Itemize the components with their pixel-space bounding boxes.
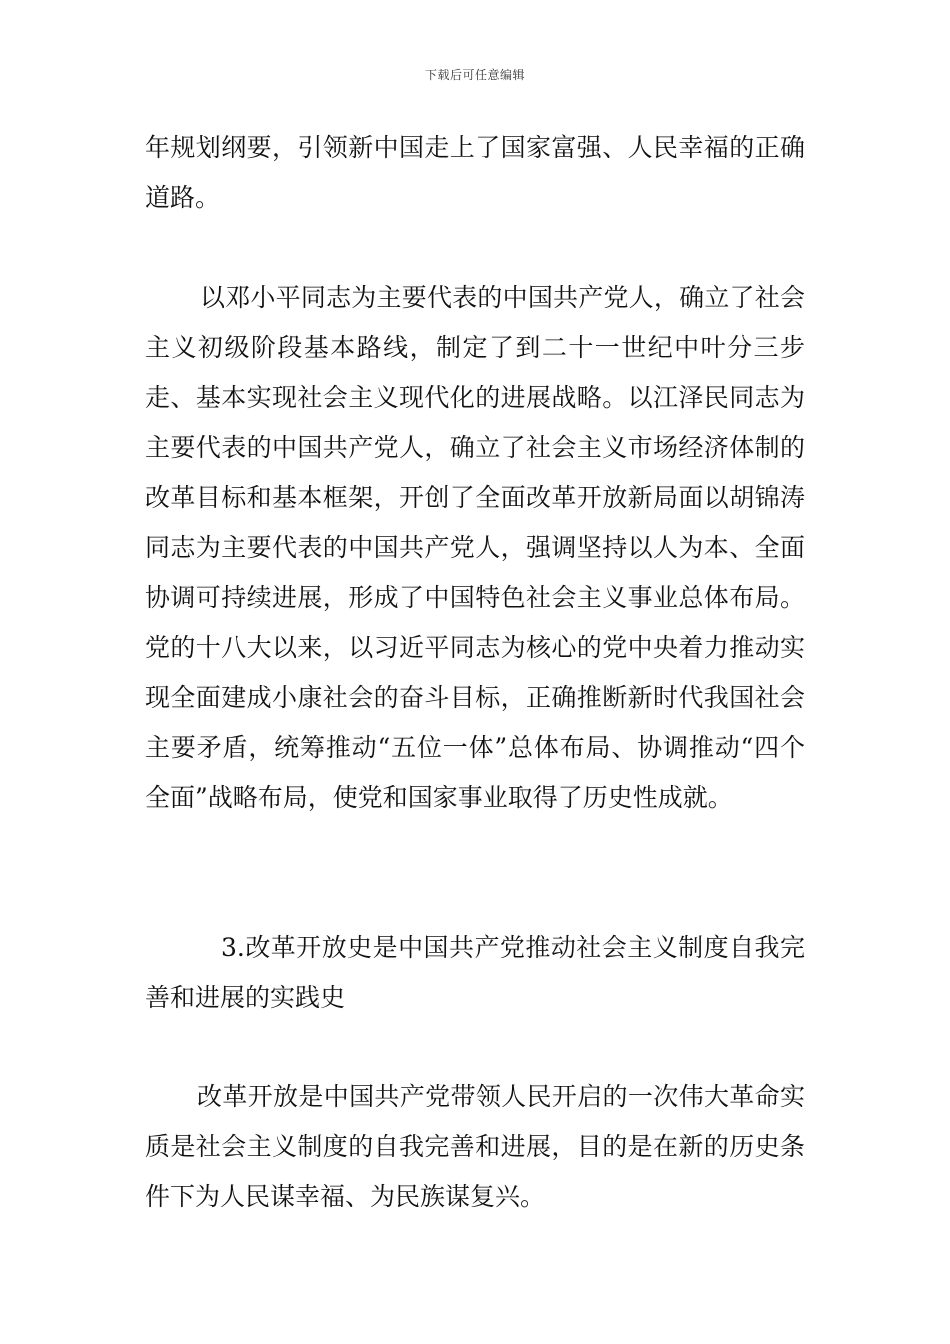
section-heading-3: 3.改革开放史是中国共产党推动社会主义制度自我完善和进展的实践史 [145, 933, 805, 1012]
paragraph-continuation: 年规划纲要，引领新中国走上了国家富强、人民幸福的正确道路。 [145, 133, 805, 212]
paragraph-reform-leaders: 以邓小平同志为主要代表的中国共产党人，确立了社会主义初级阶段基本路线，制定了到二十一世纪中叶分三步走、基本实现社会主义现代化的进展战略。以江泽民同志为主要代表的中国共产党人，确立了社会主义市场经济体制的改革目标和基本框架，开创了全面改革开放新局面以胡锦涛同志为主要代表的中国共产党人，强调坚持以人为本、全面协调可持续进展，形成了中国特色社会主义事业总体布局。党的十八大以来，以习近平同志为核心的党中央着力推动实现全面建成小康社会的奋斗目标，正确推断新时代我国社会主要矛盾，统筹推动“五位一体”总体布局、协调推动“四个全面”战略布局，使党和国家事业取得了历史性成就。 [145, 283, 805, 812]
paragraph-reform-opening: 改革开放是中国共产党带领人民开启的一次伟大革命实质是社会主义制度的自我完善和进展，目的是在新的历史条件下为人民谋幸福、为民族谋复兴。 [145, 1082, 805, 1211]
page-header: 下载后可任意编辑 [424, 68, 525, 82]
